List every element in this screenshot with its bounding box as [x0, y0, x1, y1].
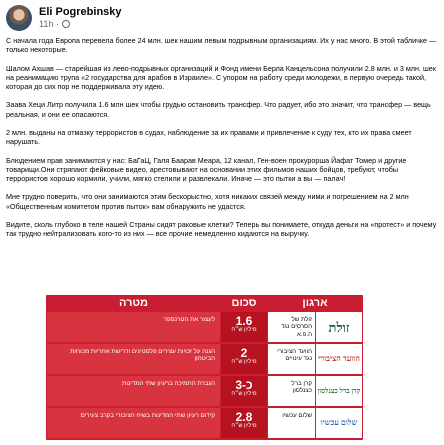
- org-logo: [316, 408, 362, 438]
- sum-value: כ-3: [235, 378, 253, 392]
- meta-separator: ·: [55, 19, 59, 29]
- org-logo: [316, 312, 362, 342]
- logo-text: קרן ברל כצנלסון: [317, 386, 361, 395]
- post-paragraph: Мне трудно поверить, что они занимаются этим бескорыстно, хотя никаких связей между ними и погрешением на 2 млн «Общественным комитетом против пыток» вам обнаружить не удастся.: [6, 192, 409, 211]
- post-paragraph: Видите, сколь глубоко в теле нашей Страны сидят раковые клетки? Теперь вы понимаете, откуда деньги на «протест» и почему так трудно нейтрализовать кого-то из них — все прочие немедленно кидаются на выручку.: [6, 219, 437, 239]
- globe-icon: [62, 20, 70, 28]
- sum-unit: מיליון ש״ח: [231, 391, 257, 397]
- sum-unit: מיליון ש״ח: [231, 359, 257, 365]
- goal-text: קידום רעיון שתי המדינות בשיח הציבורי בקרב צעירים: [47, 408, 220, 438]
- table-row: [46, 344, 363, 375]
- org-name: שלום עכשיו: [268, 408, 315, 438]
- table-header: [46, 295, 363, 311]
- post-paragraph: С начала года Европа перевела более 24 млн. шек нашим левым подрывным организациям. Их у нас много. В этой табличке — только некоторые.: [6, 36, 437, 55]
- sum-cell: [221, 312, 267, 342]
- sum-cell: [221, 344, 267, 374]
- sum-cell: [221, 408, 267, 438]
- post-paragraph: Блюдением прав занимаются у нас: БаГаЦ, Галя Баарав Меара, 12 канал, Ген-воен прокурорша Йафат Томер и другие товарищи.Они стряпают фейковые видео, арестовывают на основании этих фильмов наших бойцов, требуют, чтобы террористов хорошо кормили, учили, мягко стелили и развлекали. Иначе — это пытки а вы — палач!: [6, 155, 407, 183]
- sum-cell: [221, 376, 267, 406]
- logo-text: זולת: [328, 319, 350, 335]
- post-header: [6, 4, 436, 32]
- header-sum: סכום: [231, 297, 257, 309]
- post-image-table[interactable]: [46, 295, 363, 440]
- goal-text: הגנה על זכויות עצירים פלסטינים ודרישת אחריות מכוחות הביטחון: [47, 344, 220, 374]
- post-body: [6, 36, 438, 248]
- table-row: [46, 312, 363, 343]
- post-paragraph: Заава Хеци Литр получила 1.6 млн шек чтобы грудью остановить трансфер. Что радует, ибо это значит, что трансфер — вещь реальная, и они ее опасаются.: [6, 100, 431, 119]
- post-paragraph: Шалом Ахшав — старейшая из лево-подрывных организаций и Фонд имени Берла Канцельсона получили 2.8 млн. и 3 млн. шек на реанимацию трупа «2 государства для арабов в Израиле». С упором на работу среди молодежи, в первую очередь такой, которая до сих пор не поддерживала эту идею.: [6, 63, 436, 91]
- org-name: זולת של הסרסים נגד ה.פ.א: [268, 312, 315, 342]
- goal-text: לעצור את הטרנספר: [47, 312, 220, 342]
- author-name[interactable]: Eli Pogrebinsky: [39, 6, 122, 18]
- header-goal: מטרה: [119, 297, 148, 309]
- org-logo: [316, 376, 362, 406]
- goal-text: הגברת התמיכה ברעיון שתי המדינות: [47, 376, 220, 406]
- table-row: [46, 408, 363, 439]
- post-paragraph: 2 млн. выданы на отмазку террористов в судах, наблюдение за их правами и привлечение к суду тех, кто их права смеет нарушать.: [6, 127, 412, 147]
- logo-text: הוועד הציבורי: [318, 354, 360, 363]
- author-avatar[interactable]: [6, 5, 32, 31]
- post-time[interactable]: 11h: [39, 19, 54, 29]
- sum-value: 2.8: [235, 410, 253, 424]
- table-row: [46, 376, 363, 407]
- org-logo: [316, 344, 362, 374]
- org-name: הוועד הציבורי נגד עינויים: [268, 344, 315, 374]
- sum-value: 2: [240, 346, 248, 360]
- sum-value: 1.6: [235, 314, 253, 328]
- sum-unit: מיליון ש״ח: [231, 327, 257, 333]
- sum-unit: מיליון ש״ח: [231, 423, 257, 429]
- org-name: קרן ברל כצנלסון: [268, 376, 315, 406]
- post-meta: [39, 19, 70, 29]
- header-org: ארגון: [302, 297, 328, 309]
- logo-text: שלום עכשיו: [320, 418, 358, 427]
